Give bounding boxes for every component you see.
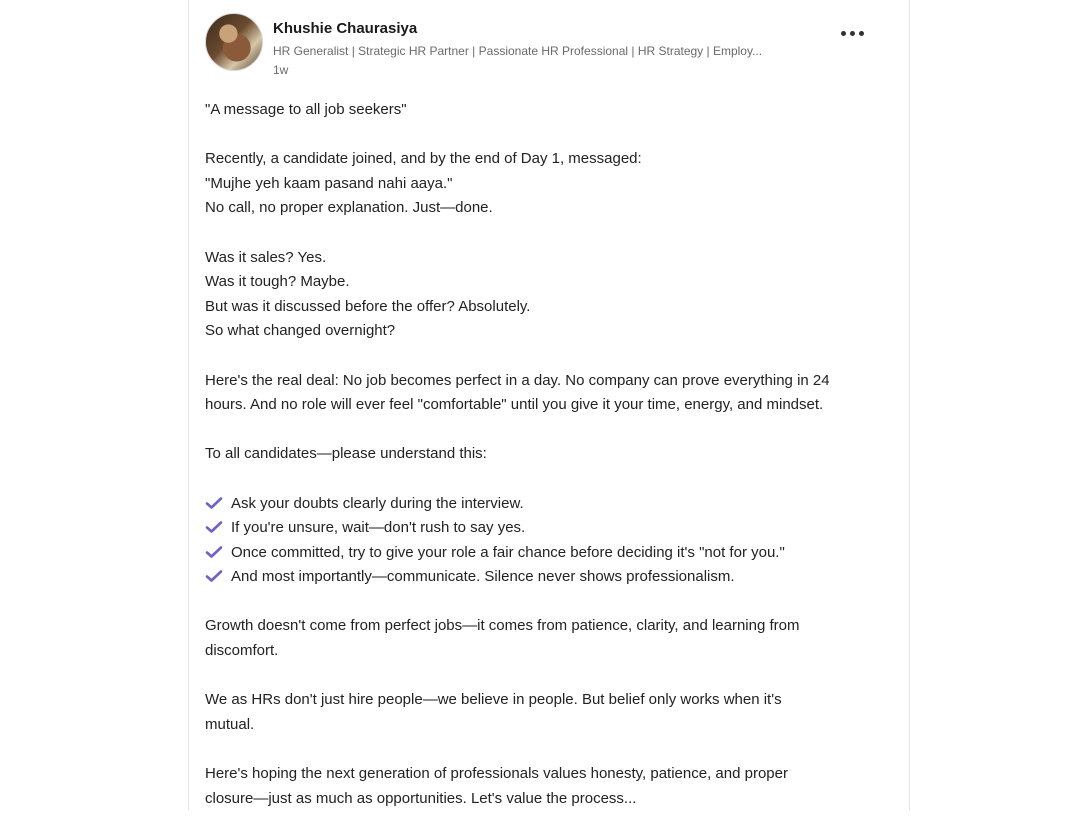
text-line: Here's hoping the next generation of professionals values honesty, patience, and proper xyxy=(205,765,788,783)
paragraph-7 xyxy=(205,762,905,811)
paragraph-1 xyxy=(205,147,905,221)
text-line: No call, no proper explanation. Just—done. xyxy=(205,199,493,217)
checklist-text: Ask your doubts clearly during the interview. xyxy=(231,494,524,512)
checklist-item xyxy=(205,541,905,566)
check-mark-icon xyxy=(205,545,223,559)
text-line: closure—just as much as opportunities. Let's value the process... xyxy=(205,789,637,807)
paragraph-3 xyxy=(205,369,905,418)
post-header xyxy=(205,13,885,83)
text-line: discomfort. xyxy=(205,642,279,660)
more-dot xyxy=(850,31,855,36)
text-line: But was it discussed before the offer? Absolutely. xyxy=(205,297,531,315)
checklist-text: If you're unsure, wait—don't rush to say yes. xyxy=(231,519,526,537)
check-mark-icon xyxy=(205,520,223,534)
post-title: "A message to all job seekers" xyxy=(205,101,407,118)
checklist-text: And most importantly—communicate. Silence never shows professionalism. xyxy=(231,568,735,586)
text-line: We as HRs don't just hire people—we believe in people. But belief only works when it's xyxy=(205,691,782,709)
post-timestamp: 1w xyxy=(273,63,289,77)
author-headline: HR Generalist | Strategic HR Partner | Passionate HR Professional | HR Strategy | Employ... xyxy=(273,44,763,58)
more-options-icon[interactable] xyxy=(835,21,869,45)
more-dot xyxy=(859,31,864,36)
avatar[interactable] xyxy=(205,13,263,71)
paragraph-2 xyxy=(205,246,905,344)
post-title-paragraph xyxy=(205,98,905,123)
checklist-item xyxy=(205,516,905,541)
post-body xyxy=(205,98,905,836)
author-name[interactable]: Khushie Chaurasiya xyxy=(273,20,418,37)
checklist-item xyxy=(205,565,905,590)
text-line: Here's the real deal: No job becomes perfect in a day. No company can prove everything in 24 xyxy=(205,371,830,389)
text-line: mutual. xyxy=(205,715,255,733)
text-line: hours. And no role will ever feel "comfortable" until you give it your time, energy, and mindset. xyxy=(205,396,824,414)
paragraph-6 xyxy=(205,688,905,737)
text-line: So what changed overnight? xyxy=(205,322,396,340)
more-dot xyxy=(841,31,846,36)
text-line: To all candidates—please understand this: xyxy=(205,445,487,463)
text-line: Was it sales? Yes. xyxy=(205,248,327,266)
paragraph-5 xyxy=(205,614,905,663)
text-line: Was it tough? Maybe. xyxy=(205,273,350,291)
text-line: "Mujhe yeh kaam pasand nahi aaya." xyxy=(205,174,453,192)
text-line: Growth doesn't come from perfect jobs—it comes from patience, clarity, and learning from xyxy=(205,617,800,635)
checklist-text: Once committed, try to give your role a fair chance before deciding it's "not for you." xyxy=(231,543,785,561)
text-line: Recently, a candidate joined, and by the end of Day 1, messaged: xyxy=(205,150,642,168)
check-mark-icon xyxy=(205,496,223,510)
check-mark-icon xyxy=(205,569,223,583)
checklist-item xyxy=(205,492,905,517)
paragraph-4 xyxy=(205,442,905,467)
checklist xyxy=(205,492,905,590)
